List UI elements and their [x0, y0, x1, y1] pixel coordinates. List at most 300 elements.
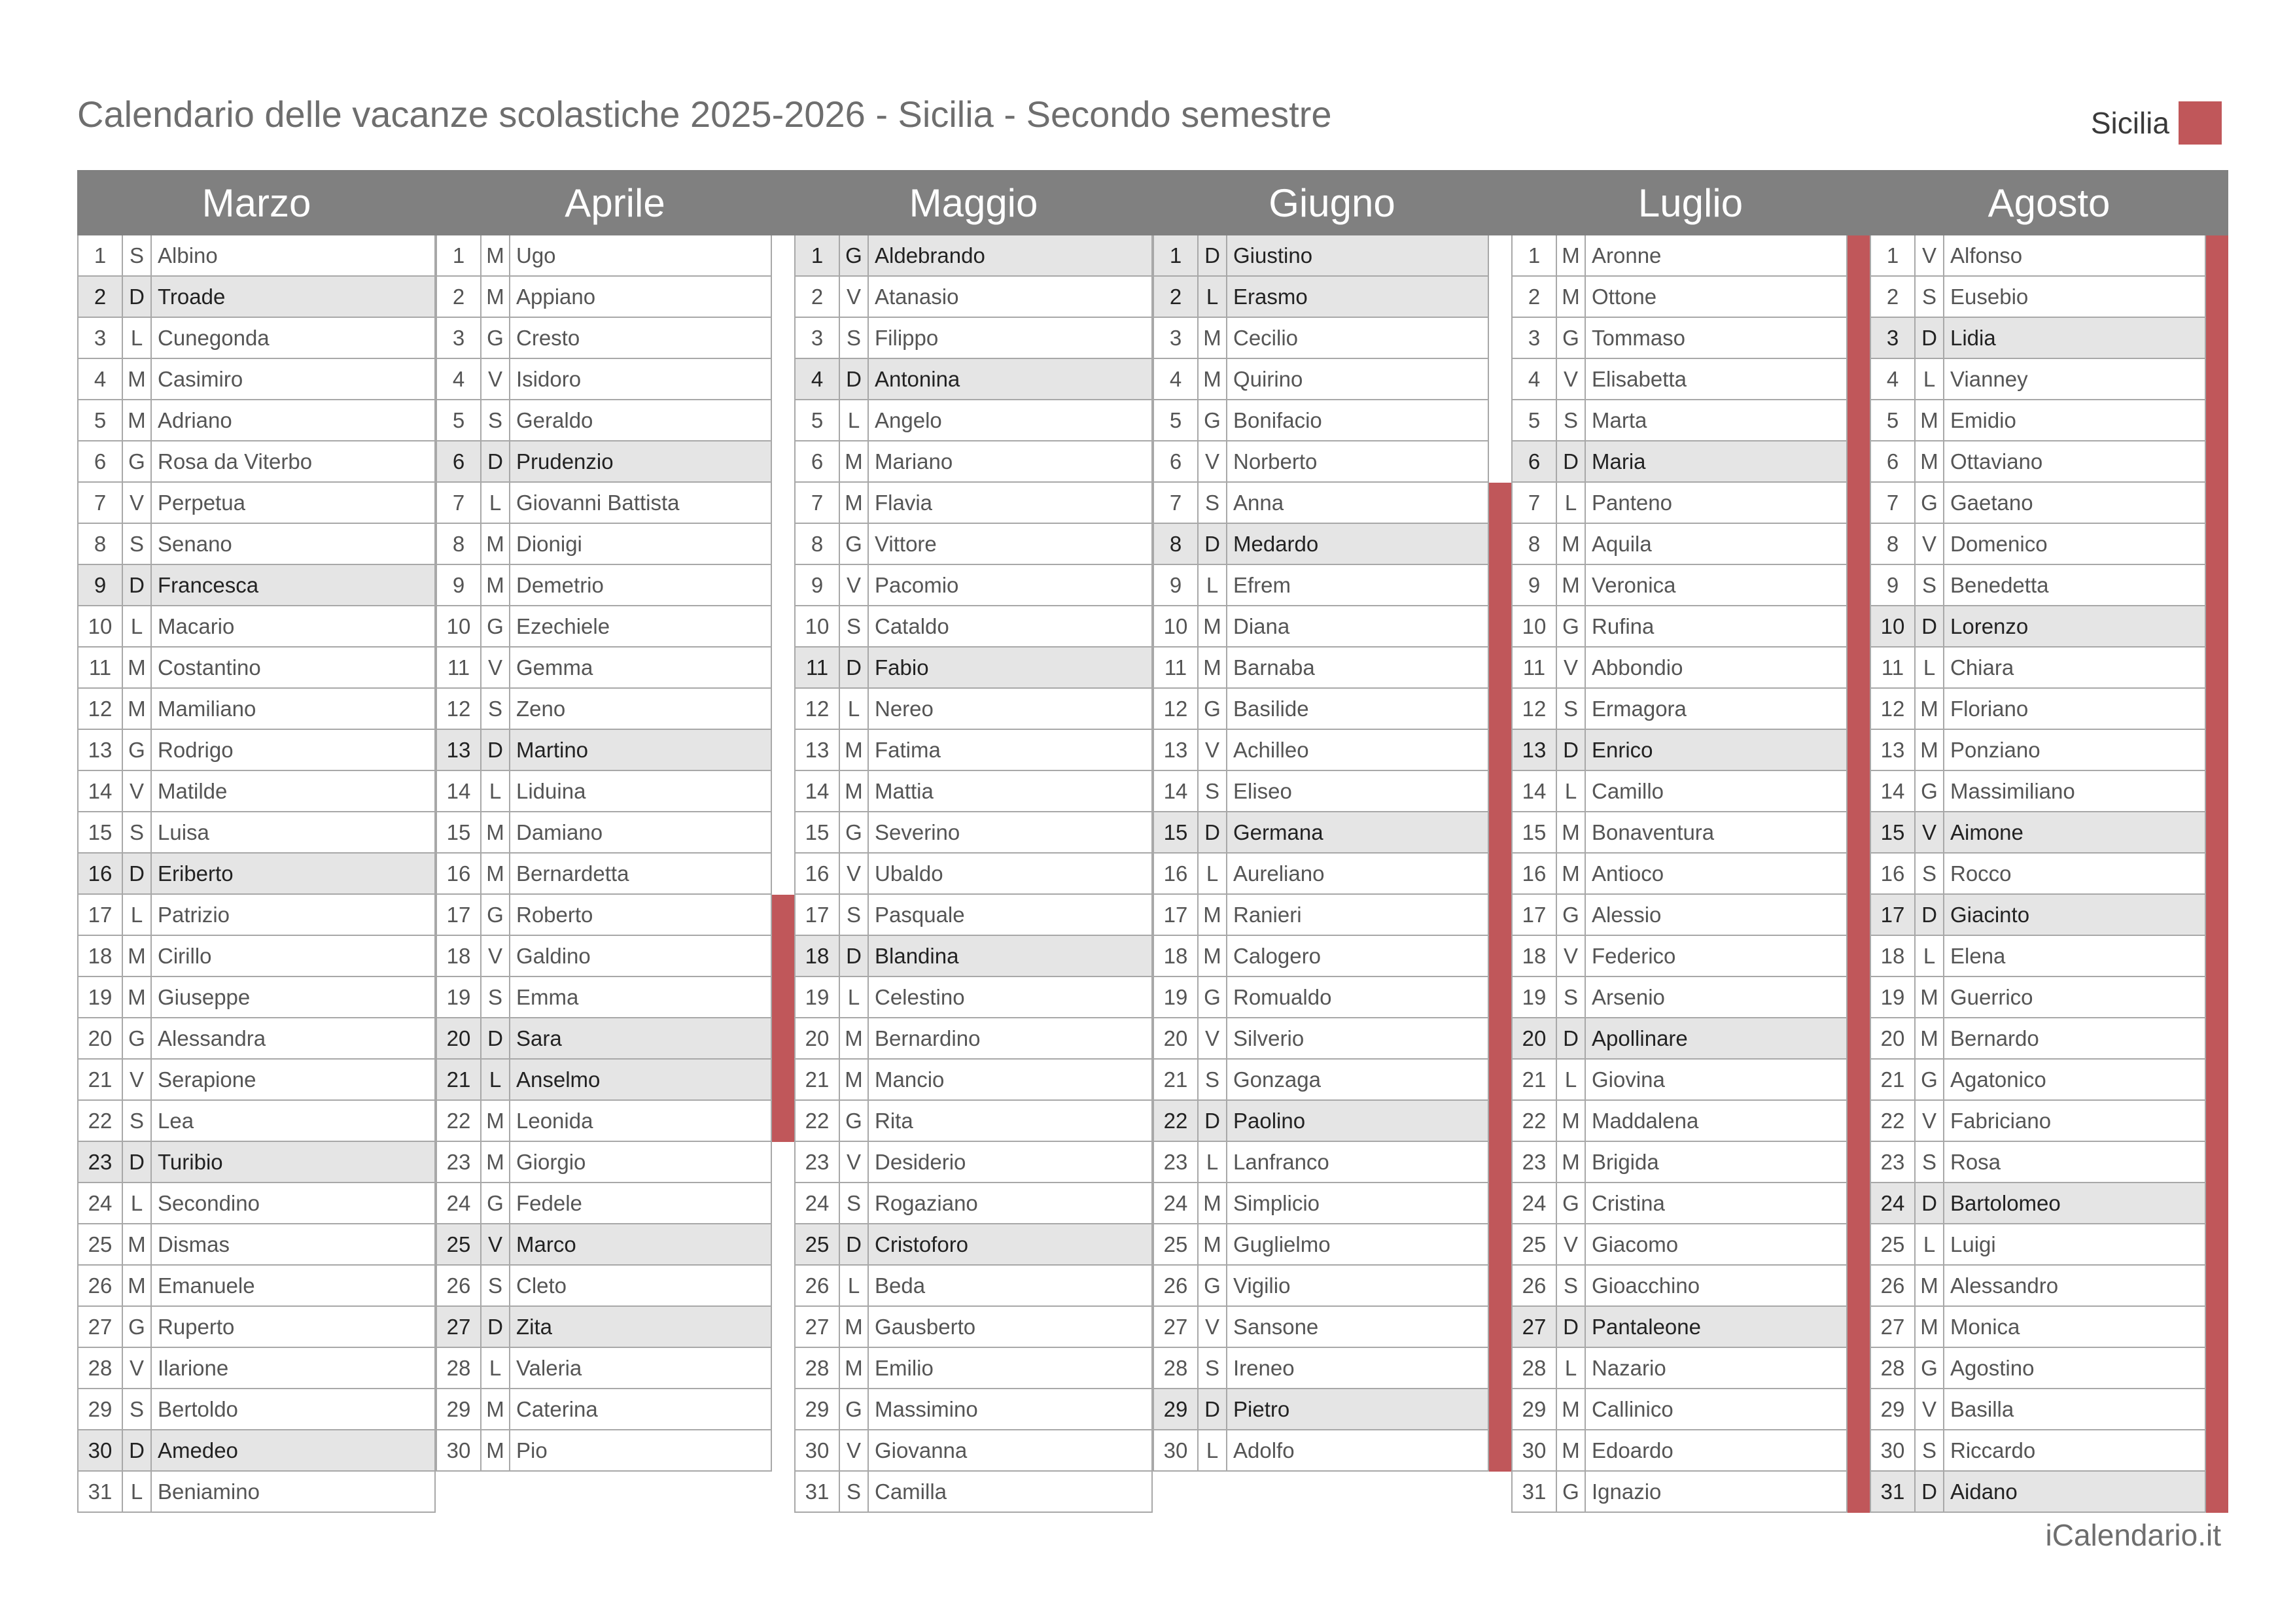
month-header: Luglio: [1511, 170, 1870, 235]
holiday-marker: [1489, 483, 1511, 524]
day-number: 23: [1511, 1142, 1556, 1183]
holiday-marker: [1848, 1142, 1870, 1183]
day-number: 17: [1153, 895, 1197, 936]
day-row: [77, 936, 436, 977]
weekday-letter: V: [480, 1224, 509, 1266]
saint-name: Rosa: [1943, 1142, 2206, 1183]
day-number: 15: [794, 812, 839, 854]
day-row: [1511, 936, 1870, 977]
day-row: [77, 854, 436, 895]
month-header: Giugno: [1153, 170, 1511, 235]
saint-name: Guerrico: [1943, 977, 2206, 1018]
day-row: [1870, 524, 2228, 565]
day-number: 28: [794, 1348, 839, 1389]
saint-name: Mamiliano: [150, 689, 436, 730]
month-header: Agosto: [1870, 170, 2228, 235]
weekday-letter: S: [122, 1389, 150, 1430]
saint-name: Matilde: [150, 771, 436, 812]
saint-name: Romualdo: [1226, 977, 1489, 1018]
day-number: 21: [1153, 1060, 1197, 1101]
saint-name: Elena: [1943, 936, 2206, 977]
day-number: 26: [1153, 1266, 1197, 1307]
saint-name: Ottaviano: [1943, 441, 2206, 483]
month-column: [77, 170, 436, 1513]
day-number: 14: [1153, 771, 1197, 812]
day-number: 31: [1870, 1472, 1914, 1513]
saint-name: Vittore: [867, 524, 1153, 565]
holiday-marker: [1489, 771, 1511, 812]
day-number: 27: [1153, 1307, 1197, 1348]
day-number: 24: [436, 1183, 480, 1224]
saint-name: Gioacchino: [1585, 1266, 1848, 1307]
holiday-marker: [1489, 1101, 1511, 1142]
day-row: [1511, 524, 1870, 565]
saint-name: Aronne: [1585, 235, 1848, 277]
day-row: [1511, 1472, 1870, 1513]
day-number: 4: [794, 359, 839, 400]
weekday-letter: V: [1197, 441, 1226, 483]
saint-name: Alfonso: [1943, 235, 2206, 277]
weekday-letter: L: [839, 1266, 867, 1307]
day-row: [436, 812, 794, 854]
holiday-marker: [1848, 936, 1870, 977]
day-number: 10: [1153, 606, 1197, 648]
day-row: [436, 936, 794, 977]
day-number: 16: [436, 854, 480, 895]
saint-name: Rocco: [1943, 854, 2206, 895]
weekday-letter: M: [480, 812, 509, 854]
weekday-letter: D: [1197, 1101, 1226, 1142]
weekday-letter: G: [1914, 1060, 1943, 1101]
weekday-letter: G: [122, 1307, 150, 1348]
saint-name: Demetrio: [509, 565, 772, 606]
weekday-letter: D: [839, 1224, 867, 1266]
day-number: 22: [794, 1101, 839, 1142]
day-row: [794, 235, 1153, 277]
day-row: [77, 1018, 436, 1060]
day-row: [77, 565, 436, 606]
weekday-letter: D: [480, 730, 509, 771]
saint-name: Bertoldo: [150, 1389, 436, 1430]
weekday-letter: V: [1197, 730, 1226, 771]
day-number: 13: [794, 730, 839, 771]
weekday-letter: S: [839, 1183, 867, 1224]
day-number: 25: [1870, 1224, 1914, 1266]
day-row: [1153, 400, 1511, 441]
day-row: [794, 854, 1153, 895]
saint-name: Quirino: [1226, 359, 1489, 400]
weekday-letter: S: [1197, 1060, 1226, 1101]
day-number: 6: [794, 441, 839, 483]
day-row: [77, 771, 436, 812]
weekday-letter: D: [122, 565, 150, 606]
day-number: 5: [1511, 400, 1556, 441]
day-row: [1870, 359, 2228, 400]
weekday-letter: M: [122, 1266, 150, 1307]
holiday-marker: [2206, 606, 2228, 648]
saint-name: Floriano: [1943, 689, 2206, 730]
weekday-letter: M: [1197, 936, 1226, 977]
weekday-letter: L: [122, 606, 150, 648]
saint-name: Cristoforo: [867, 1224, 1153, 1266]
saint-name: Bernardetta: [509, 854, 772, 895]
holiday-marker: [772, 1101, 794, 1142]
weekday-letter: L: [122, 1472, 150, 1513]
day-number: 8: [794, 524, 839, 565]
saint-name: Rufina: [1585, 606, 1848, 648]
day-row: [1511, 1224, 1870, 1266]
day-number: 2: [77, 277, 122, 318]
weekday-letter: L: [1556, 1348, 1585, 1389]
holiday-marker: [1489, 1389, 1511, 1430]
holiday-marker: [1848, 648, 1870, 689]
weekday-letter: M: [1556, 812, 1585, 854]
day-number: 9: [1870, 565, 1914, 606]
saint-name: Agatonico: [1943, 1060, 2206, 1101]
day-number: 1: [436, 235, 480, 277]
saint-name: Lidia: [1943, 318, 2206, 359]
holiday-marker: [1489, 895, 1511, 936]
weekday-letter: D: [839, 936, 867, 977]
day-row: [794, 524, 1153, 565]
weekday-letter: S: [122, 524, 150, 565]
day-number: 23: [794, 1142, 839, 1183]
day-number: 2: [1511, 277, 1556, 318]
day-row: [1153, 1142, 1511, 1183]
weekday-letter: G: [122, 730, 150, 771]
weekday-letter: D: [1914, 1472, 1943, 1513]
day-row: [1153, 895, 1511, 936]
weekday-letter: L: [122, 895, 150, 936]
weekday-letter: D: [1197, 524, 1226, 565]
day-row: [1870, 1224, 2228, 1266]
day-number: 17: [1511, 895, 1556, 936]
weekday-letter: D: [839, 648, 867, 689]
saint-name: Ponziano: [1943, 730, 2206, 771]
weekday-letter: D: [1556, 441, 1585, 483]
holiday-marker: [1489, 524, 1511, 565]
day-row: [77, 1183, 436, 1224]
weekday-letter: L: [1914, 936, 1943, 977]
saint-name: Bonifacio: [1226, 400, 1489, 441]
day-number: 31: [77, 1472, 122, 1513]
day-number: 3: [1870, 318, 1914, 359]
day-number: 20: [1870, 1018, 1914, 1060]
day-row: [1511, 1307, 1870, 1348]
day-row: [1511, 1183, 1870, 1224]
saint-name: Troade: [150, 277, 436, 318]
holiday-marker: [1848, 1224, 1870, 1266]
holiday-marker: [1848, 771, 1870, 812]
day-row: [77, 318, 436, 359]
saint-name: Caterina: [509, 1389, 772, 1430]
day-number: 28: [1153, 1348, 1197, 1389]
day-number: 7: [794, 483, 839, 524]
day-number: 13: [77, 730, 122, 771]
weekday-letter: S: [1556, 689, 1585, 730]
weekday-letter: S: [839, 606, 867, 648]
day-number: 31: [1511, 1472, 1556, 1513]
day-row: [1511, 854, 1870, 895]
saint-name: Maddalena: [1585, 1101, 1848, 1142]
saint-name: Aureliano: [1226, 854, 1489, 895]
weekday-letter: M: [1556, 277, 1585, 318]
day-number: 20: [1153, 1018, 1197, 1060]
calendar-grid: [77, 170, 2228, 1513]
day-number: 27: [794, 1307, 839, 1348]
saint-name: Filippo: [867, 318, 1153, 359]
saint-name: Bernardino: [867, 1018, 1153, 1060]
weekday-letter: M: [480, 565, 509, 606]
weekday-letter: M: [1914, 1266, 1943, 1307]
holiday-marker: [1489, 1348, 1511, 1389]
saint-name: Marco: [509, 1224, 772, 1266]
weekday-letter: G: [480, 895, 509, 936]
saint-name: Isidoro: [509, 359, 772, 400]
saint-name: Bartolomeo: [1943, 1183, 2206, 1224]
weekday-letter: M: [1914, 730, 1943, 771]
saint-name: Pasquale: [867, 895, 1153, 936]
saint-name: Lorenzo: [1943, 606, 2206, 648]
saint-name: Giuseppe: [150, 977, 436, 1018]
day-number: 29: [77, 1389, 122, 1430]
weekday-letter: S: [1914, 1430, 1943, 1472]
day-number: 15: [77, 812, 122, 854]
holiday-marker: [2206, 1101, 2228, 1142]
holiday-marker: [2206, 1348, 2228, 1389]
weekday-letter: M: [1914, 977, 1943, 1018]
weekday-letter: M: [839, 1060, 867, 1101]
weekday-letter: G: [839, 812, 867, 854]
saint-name: Massimino: [867, 1389, 1153, 1430]
weekday-letter: L: [839, 977, 867, 1018]
day-row: [1511, 359, 1870, 400]
day-row: [794, 1101, 1153, 1142]
day-number: 11: [77, 648, 122, 689]
day-row: [77, 359, 436, 400]
day-number: 18: [1870, 936, 1914, 977]
holiday-marker: [1489, 565, 1511, 606]
saint-name: Vianney: [1943, 359, 2206, 400]
holiday-marker: [1848, 1472, 1870, 1513]
saint-name: Enrico: [1585, 730, 1848, 771]
saint-name: Martino: [509, 730, 772, 771]
day-row: [1511, 771, 1870, 812]
day-row: [1870, 812, 2228, 854]
day-number: 1: [1511, 235, 1556, 277]
weekday-letter: G: [1914, 483, 1943, 524]
holiday-marker: [772, 977, 794, 1018]
saint-name: Nazario: [1585, 1348, 1848, 1389]
weekday-letter: G: [1197, 1266, 1226, 1307]
saint-name: Arsenio: [1585, 977, 1848, 1018]
day-row: [436, 1142, 794, 1183]
day-number: 26: [794, 1266, 839, 1307]
saint-name: Blandina: [867, 936, 1153, 977]
saint-name: Giustino: [1226, 235, 1489, 277]
month-column: [1870, 170, 2228, 1513]
saint-name: Simplicio: [1226, 1183, 1489, 1224]
day-row: [1870, 483, 2228, 524]
saint-name: Aldebrando: [867, 235, 1153, 277]
saint-name: Patrizio: [150, 895, 436, 936]
saint-name: Cristina: [1585, 1183, 1848, 1224]
day-row: [436, 1060, 794, 1101]
weekday-letter: M: [1556, 235, 1585, 277]
holiday-marker: [1489, 936, 1511, 977]
day-number: 19: [1511, 977, 1556, 1018]
saint-name: Rosa da Viterbo: [150, 441, 436, 483]
day-row: [436, 1018, 794, 1060]
saint-name: Beda: [867, 1266, 1153, 1307]
holiday-marker: [2206, 524, 2228, 565]
holiday-marker: [1848, 812, 1870, 854]
day-row: [794, 1183, 1153, 1224]
day-number: 26: [1511, 1266, 1556, 1307]
saint-name: Giorgio: [509, 1142, 772, 1183]
day-number: 29: [436, 1389, 480, 1430]
weekday-letter: D: [122, 1142, 150, 1183]
holiday-marker: [1848, 1348, 1870, 1389]
weekday-letter: S: [480, 400, 509, 441]
weekday-letter: D: [1197, 1389, 1226, 1430]
day-number: 16: [794, 854, 839, 895]
saint-name: Cresto: [509, 318, 772, 359]
day-row: [436, 565, 794, 606]
weekday-letter: S: [1197, 1348, 1226, 1389]
day-number: 30: [436, 1430, 480, 1472]
weekday-letter: S: [1914, 565, 1943, 606]
day-row: [1870, 1142, 2228, 1183]
day-number: 3: [1153, 318, 1197, 359]
saint-name: Fabriciano: [1943, 1101, 2206, 1142]
weekday-letter: L: [480, 771, 509, 812]
saint-name: Flavia: [867, 483, 1153, 524]
day-number: 12: [77, 689, 122, 730]
saint-name: Desiderio: [867, 1142, 1153, 1183]
day-number: 17: [436, 895, 480, 936]
saint-name: Amedeo: [150, 1430, 436, 1472]
day-row: [77, 689, 436, 730]
weekday-letter: V: [122, 1348, 150, 1389]
weekday-letter: S: [839, 318, 867, 359]
holiday-marker: [2206, 854, 2228, 895]
holiday-marker: [2206, 771, 2228, 812]
weekday-letter: S: [1914, 854, 1943, 895]
day-row: [77, 1430, 436, 1472]
saint-name: Leonida: [509, 1101, 772, 1142]
saint-name: Turibio: [150, 1142, 436, 1183]
saint-name: Mancio: [867, 1060, 1153, 1101]
holiday-marker: [1848, 1307, 1870, 1348]
day-row: [794, 895, 1153, 936]
holiday-marker: [2206, 730, 2228, 771]
day-row: [1511, 1389, 1870, 1430]
day-row: [1511, 277, 1870, 318]
saint-name: Aidano: [1943, 1472, 2206, 1513]
day-number: 21: [1511, 1060, 1556, 1101]
day-row: [77, 1142, 436, 1183]
weekday-letter: G: [1556, 1183, 1585, 1224]
weekday-letter: L: [1914, 648, 1943, 689]
weekday-letter: V: [839, 565, 867, 606]
weekday-letter: L: [480, 1348, 509, 1389]
weekday-letter: S: [480, 977, 509, 1018]
day-number: 25: [1153, 1224, 1197, 1266]
saint-name: Apollinare: [1585, 1018, 1848, 1060]
saint-name: Aquila: [1585, 524, 1848, 565]
day-number: 25: [77, 1224, 122, 1266]
day-row: [1153, 441, 1511, 483]
saint-name: Prudenzio: [509, 441, 772, 483]
day-row: [1511, 1060, 1870, 1101]
day-row: [1153, 524, 1511, 565]
month-column: [436, 170, 794, 1513]
holiday-marker: [1848, 1101, 1870, 1142]
day-number: 1: [77, 235, 122, 277]
day-number: 10: [794, 606, 839, 648]
saint-name: Fatima: [867, 730, 1153, 771]
day-number: 28: [436, 1348, 480, 1389]
saint-name: Zita: [509, 1307, 772, 1348]
weekday-letter: M: [122, 648, 150, 689]
saint-name: Costantino: [150, 648, 436, 689]
day-number: 14: [436, 771, 480, 812]
day-row: [436, 235, 794, 277]
day-row: [1870, 1266, 2228, 1307]
weekday-letter: V: [1556, 359, 1585, 400]
legend: [2091, 101, 2222, 145]
day-number: 22: [1511, 1101, 1556, 1142]
saint-name: Lea: [150, 1101, 436, 1142]
day-number: 6: [1153, 441, 1197, 483]
day-row: [1153, 565, 1511, 606]
saint-name: Camillo: [1585, 771, 1848, 812]
weekday-letter: S: [1556, 400, 1585, 441]
day-number: 6: [1511, 441, 1556, 483]
saint-name: Guglielmo: [1226, 1224, 1489, 1266]
weekday-letter: M: [1556, 1430, 1585, 1472]
day-row: [436, 730, 794, 771]
holiday-marker: [1848, 977, 1870, 1018]
saint-name: Severino: [867, 812, 1153, 854]
weekday-letter: M: [1556, 1389, 1585, 1430]
day-number: 21: [436, 1060, 480, 1101]
day-row: [1153, 1101, 1511, 1142]
weekday-letter: V: [1914, 1101, 1943, 1142]
day-row: [1870, 730, 2228, 771]
weekday-letter: G: [839, 1389, 867, 1430]
saint-name: Geraldo: [509, 400, 772, 441]
weekday-letter: D: [480, 441, 509, 483]
day-number: 27: [1870, 1307, 1914, 1348]
day-number: 7: [1153, 483, 1197, 524]
day-row: [1870, 606, 2228, 648]
weekday-letter: M: [839, 1018, 867, 1060]
holiday-marker: [2206, 1060, 2228, 1101]
day-number: 11: [1153, 648, 1197, 689]
weekday-letter: D: [122, 854, 150, 895]
day-number: 2: [794, 277, 839, 318]
saint-name: Aimone: [1943, 812, 2206, 854]
day-number: 30: [1153, 1430, 1197, 1472]
day-number: 21: [1870, 1060, 1914, 1101]
day-number: 3: [794, 318, 839, 359]
saint-name: Cleto: [509, 1266, 772, 1307]
day-number: 14: [77, 771, 122, 812]
saint-name: Maria: [1585, 441, 1848, 483]
day-row: [1153, 483, 1511, 524]
